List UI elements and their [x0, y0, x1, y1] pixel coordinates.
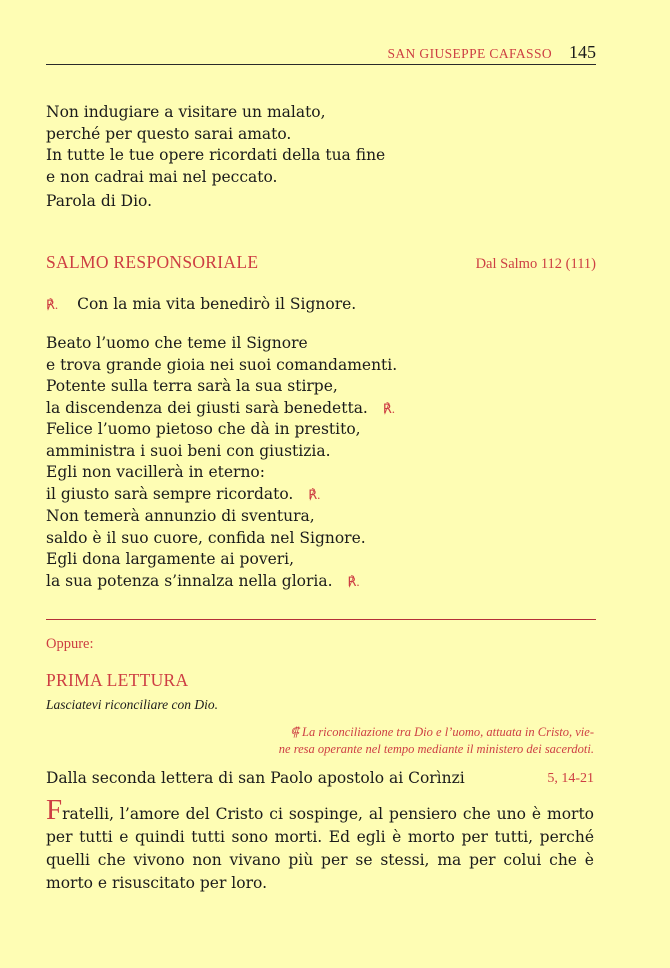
stanza-line: amministra i suoi beni con giustizia.: [46, 441, 331, 460]
drop-cap: F: [46, 794, 63, 826]
intro-line: perché per questo sarai amato.: [46, 124, 292, 143]
psalm-stanza-2: [46, 419, 361, 505]
psalm-response: [46, 294, 356, 316]
psalm-reference: Dal Salmo 112 (111): [475, 256, 596, 272]
word-of-god: Parola di Dio.: [46, 192, 153, 210]
stanza-line: Egli non vacillerà in eterno:: [46, 463, 265, 481]
psalm-stanza-1: [46, 333, 397, 419]
response-symbol: ℟.: [308, 486, 321, 502]
stanza-line: Non temerà annunzio di sventura,: [46, 507, 315, 525]
stanza-line: [46, 484, 361, 506]
alternative-label: Oppure:: [46, 636, 94, 652]
stanza-line: [46, 571, 366, 593]
stanza-line: e trova grande gioia nei suoi comandamenti.: [46, 355, 398, 374]
reading-body: [46, 794, 594, 895]
response-text: Con la mia vita benedirò il Signore.: [77, 295, 357, 313]
reading-heading: PRIMA LETTURA: [46, 670, 189, 690]
psalm-heading: SALMO RESPONSORIALE: [46, 252, 259, 272]
intro-verses: [46, 102, 385, 188]
note-line: ⸿ La riconciliazione tra Dio e l’uomo, attuata in Cristo, vie-: [290, 725, 594, 739]
running-head-title: SAN GIUSEPPE CAFASSO: [387, 46, 552, 61]
response-symbol: ℟.: [46, 297, 59, 312]
note-line: ne resa operante nel tempo mediante il ministero dei sacerdoti.: [278, 742, 594, 756]
page-number: 145: [569, 42, 596, 62]
stanza-line: saldo è il suo cuore, confida nel Signore.: [46, 528, 366, 547]
response-symbol: ℟.: [347, 573, 360, 589]
intro-line: In tutte le tue opere ricordati della tua fine: [46, 146, 386, 164]
intro-line: e non cadrai mai nel peccato.: [46, 167, 278, 186]
stanza-line: Felice l’uomo pietoso che dà in prestito,: [46, 420, 361, 438]
stanza-line-text: il giusto sarà sempre ricordato.: [46, 484, 294, 503]
page-header: [46, 44, 596, 65]
stanza-line: Potente sulla terra sarà la sua stirpe,: [46, 377, 338, 395]
response-symbol: ℟.: [382, 400, 395, 416]
section-divider: [46, 619, 596, 620]
reading-body-text: ratelli, l’amore del Cristo ci sospinge, al pensiero che uno è morto per tutti e quindi tutti sono morti. Ed egli è morto per tutti, perché quelli che vivono non vivano più per se stessi, ma per colui che è morto e risuscitato per loro.: [46, 805, 594, 892]
stanza-line-text: la discendenza dei giusti sarà benedetta.: [46, 398, 368, 417]
reading-reference: 5, 14-21: [547, 771, 594, 786]
reading-title: Dalla seconda lettera di san Paolo apostolo ai Corìnzi: [46, 769, 465, 787]
reading-subtitle: Lasciatevi riconciliare con Dio.: [46, 697, 218, 712]
stanza-line: Beato l’uomo che teme il Signore: [46, 334, 308, 352]
stanza-line: Egli dona largamente ai poveri,: [46, 550, 295, 568]
reading-note: [279, 724, 594, 758]
psalm-stanza-3: [46, 506, 366, 592]
stanza-line: [46, 398, 397, 420]
stanza-line-text: la sua potenza s’innalza nella gloria.: [46, 571, 333, 590]
intro-line: Non indugiare a visitare un malato,: [46, 103, 326, 121]
